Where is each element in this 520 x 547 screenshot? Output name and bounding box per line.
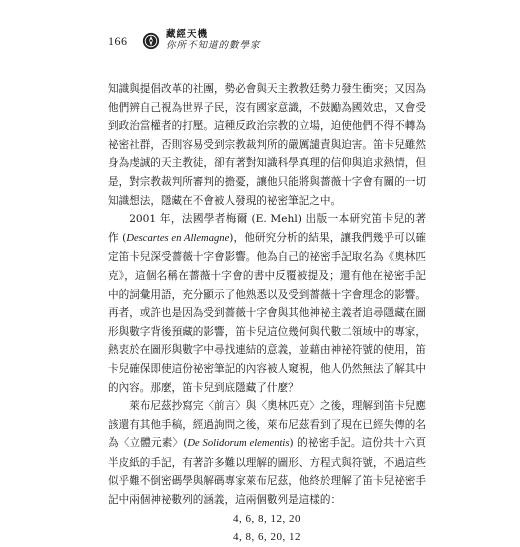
number-sequence-1: 4, 6, 8, 12, 20 [233,512,301,525]
paragraph-3-part-1: 萊布尼茲抄寫完〈前言〉與〈奧林匹克〉之後，理解到笛卡兒應該還有其他手稿，經過詢問之後，萊布尼茲看到了現在已經失傳的名為〈立體元素〉( [108,400,426,450]
book-title: 你所不知道的數學家 [166,40,261,51]
paragraph-2-part-2: )，他研究分析的結果，讓我們幾乎可以確定笛卡兒深受薔薇十字會影響。他為自己的祕密手記取名為《奧林匹克》，這個名稱在薔薇十字會的書中反覆被提及；還有他在祕密手記中的詞彙用語，充分顯示了他熟悉以及受到薔薇十字會理念的影響。再者，或許也是因為受到薔薇十字會與其他神祕主義者追尋隱藏在圖形與數字背後預藏的影響，笛卡兒這位幾何與代數二領域中的專家，熱衷於在圖形與數字中尋找連結的意義，並藉由神祕符號的使用，笛卡兒確保即使這份祕密筆記的內容被人窺視，他人仍然無法了解其中的內容。那麼，笛卡兒到底隱藏了什麼？ [108,231,426,394]
series-title: 藏經天機 [166,29,209,41]
body-text [108,80,426,547]
header-titles [166,30,261,52]
publisher-emblem-icon [142,32,160,50]
book-title-citation: Descartes en Allemagne [126,232,230,244]
paragraph-3-part-2: ) 的祕密手記。這份共十六頁半皮紙的手記，有著許多難以理解的圖形、方程式與符號，不過這些似乎難不倒密碼學與解碼專家萊布尼茲，他終於理解了笛卡兒祕密手記中兩個神祕數列的涵義，這兩個數列是這樣的： [108,437,427,507]
paragraph-2-part-1: 2001 年，法國學者梅爾 (E. Mehl) 出版一本研究笛卡兒的著作 ( [108,213,426,244]
paragraph-3 [108,397,426,510]
page-number: 166 [108,33,128,48]
paragraph-1: 知識與提倡改革的社團，勢必會與天主教教廷勢力發生衝突；又因為他們辨自己視為世界子民，沒有國家意識，不鼓勵為國效忠，又會受到政治當權者的打壓。這種反政治宗教的立場，迫使他們不得不轉為祕密社群，否則容易受到宗教裁判所的嚴厲譴責與迫害。笛卡兒雖然身為虔誠的天主教徒，卻有著對知識科學真理的信仰與追求熱情，但是，對宗教裁判所審判的擔憂，讓他只能將與薔薇十字會有關的一切知識想法，隱藏在不會被人發現的祕密筆記之中。 [108,83,426,207]
paragraph-2 [108,210,426,397]
manuscript-title-citation: De Solidorum elementis [187,438,290,450]
number-sequence-2: 4, 8, 6, 20, 12 [233,531,301,544]
running-header [108,24,428,58]
